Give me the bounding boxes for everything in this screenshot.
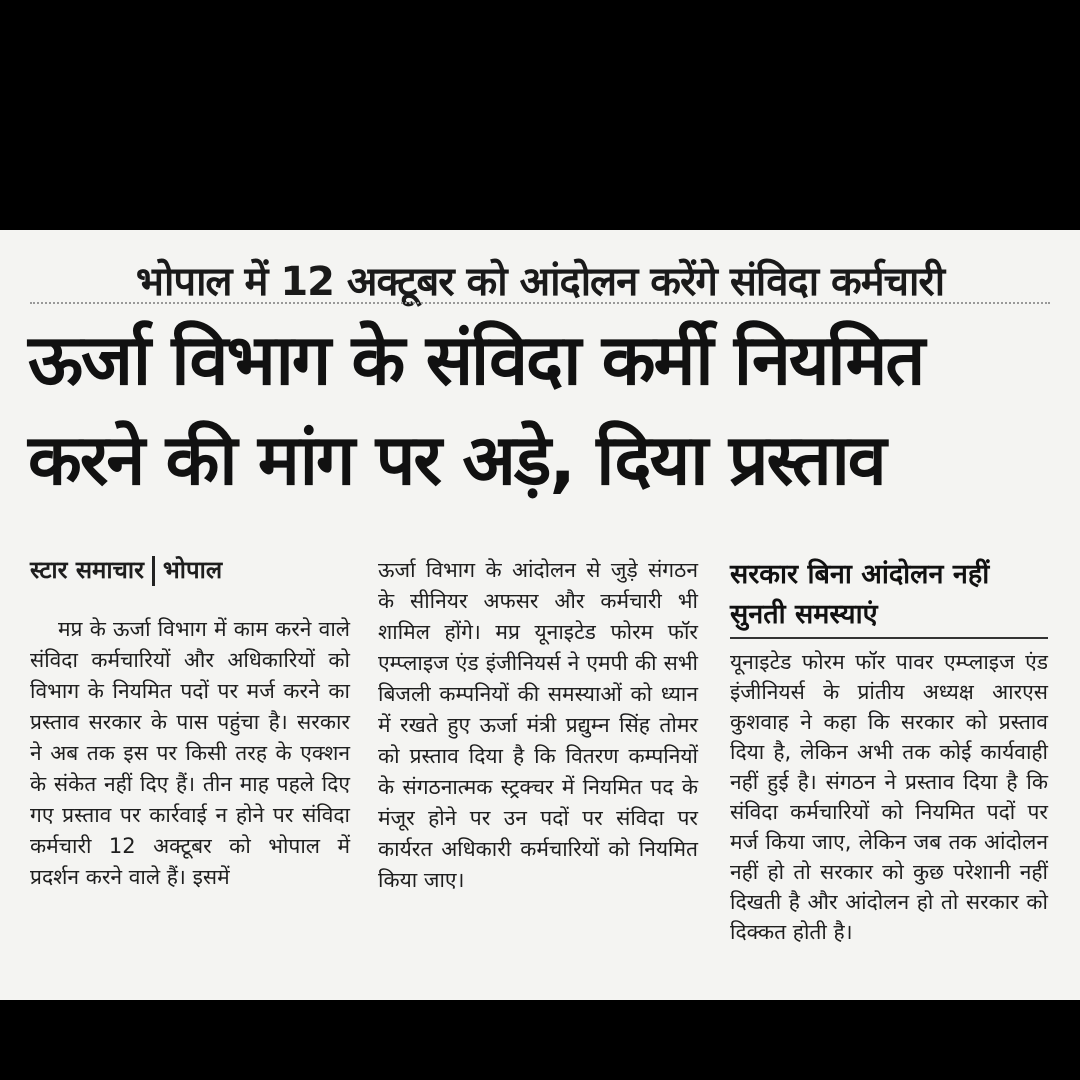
kicker-headline: भोपाल में 12 अक्टूबर को आंदोलन करेंगे संविदा कर्मचारी (135, 259, 945, 305)
column-3-text: यूनाइटेड फोरम फॉर पावर एम्प्लाइज एंड इंजीनियर्स के प्रांतीय अध्यक्ष आरएस कुशवाह ने कहा कि सरकार को प्रस्ताव दिया है, लेकिन अभी तक कोई कार्यवाही नहीं हुई है। संगठन ने प्रस्ताव दिया है कि संविदा कर्मचारियों को नियमित पदों पर मर्ज किया जाए, लेकिन जब तक आंदोलन नहीं हो तो सरकार को कुछ परेशानी नहीं दिखती है और आंदोलन हो तो सरकार को दिक्कत होती है। (730, 650, 1048, 944)
subheading: सरकार बिना आंदोलन नहीं सुनती समस्याएं (730, 555, 1048, 639)
headline-line-1: ऊर्जा विभाग के संविदा कर्मी नियमित (28, 319, 924, 401)
column-1 (30, 555, 350, 893)
byline-place: भोपाल (162, 556, 223, 584)
column-2-text: ऊर्जा विभाग के आंदोलन से जुड़े संगठन के सीनियर अफसर और कर्मचारी भी शामिल होंगे। मप्र यूनाइटेड फोरम फॉर एम्प्लाइज एंड इंजीनियर्स ने एमपी की सभी बिजली कम्पनियों की समस्याओं को ध्यान में रखते हुए ऊर्जा मंत्री प्रद्युम्न सिंह तोमर को प्रस्ताव दिया है कि वितरण कम्पनियों के संगठनात्मक स्ट्रक्चर में नियमित पद के मंजूर होने पर उन पदों पर संविदा पर कार्यरत अधिकारी कर्मचारियों को नियमित किया जाए। (378, 558, 698, 892)
column-1-text: मप्र के ऊर्जा विभाग में काम करने वाले संविदा कर्मचारियों और अधिकारियों को विभाग के नियमित पदों पर मर्ज करने का प्रस्ताव सरकार के पास पहुंचा है। सरकार ने अब तक इस पर किसी तरह के एक्शन के संकेत नहीं दिए हैं। तीन माह पहले दिए गए प्रस्ताव पर कार्रवाई न होने पर संविदा कर्मचारी 12 अक्टूबर को भोपाल में प्रदर्शन करने वाले हैं। इसमें (30, 617, 350, 889)
byline-source: स्टार समाचार (30, 556, 144, 584)
newspaper-clipping (0, 230, 1080, 1000)
column-3 (730, 555, 1048, 947)
headline-line-2: करने की मांग पर अड़े, दिया प्रस्ताव (28, 419, 885, 501)
byline-separator (152, 556, 155, 586)
byline (30, 555, 350, 586)
kicker-divider (30, 302, 1050, 304)
column-2 (378, 555, 698, 896)
main-headline (28, 310, 1058, 510)
